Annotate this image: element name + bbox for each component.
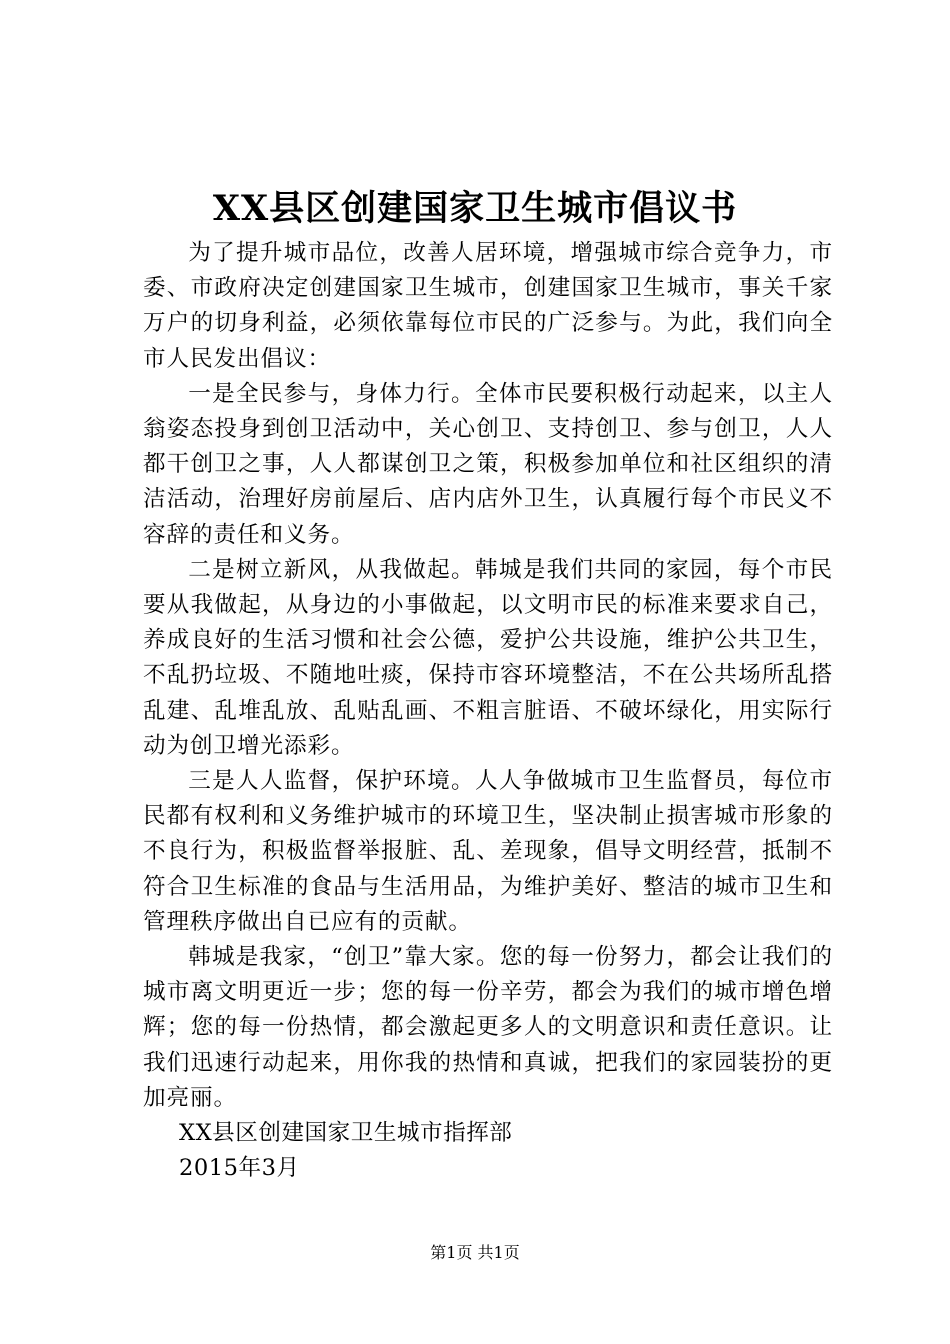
signature: XX县区创建国家卫生城市指挥部 [179, 1120, 513, 1147]
document-body [143, 236, 833, 1186]
intro-paragraph: 为了提升城市品位，改善人居环境，增强城市综合竞争力，市委、市政府决定创建国家卫生城市，创建国家卫生城市，事关千家万户的切身利益，必须依靠每位市民的广泛参与。为此，我们向全市人民发出倡议： [143, 240, 833, 372]
proposal-one-paragraph: 一是全民参与，身体力行。全体市民要积极行动起来，以主人翁姿态投身到创卫活动中，关心创卫、支持创卫、参与创卫，人人都干创卫之事，人人都谋创卫之策，积极参加单位和社区组织的清洁活动，治理好房前屋后、店内店外卫生，认真履行每个市民义不容辞的责任和义务。 [143, 380, 833, 548]
document-title: XX县区创建国家卫生城市倡议书 [212, 188, 738, 229]
document-date: 2015年3月 [179, 1155, 300, 1182]
page-footer: 第1页 共1页 [430, 1243, 520, 1262]
proposal-two-paragraph: 二是树立新风，从我做起。韩城是我们共同的家园，每个市民要从我做起，从身边的小事做起，以文明市民的标准来要求自己，养成良好的生活习惯和社会公德，爱护公共设施，维护公共卫生，不乱扔垃圾、不随地吐痰，保持市容环境整洁，不在公共场所乱搭乱建、乱堆乱放、乱贴乱画、不粗言脏语、不破坏绿化，用实际行动为创卫增光添彩。 [143, 556, 833, 759]
proposal-three-paragraph: 三是人人监督，保护环境。人人争做城市卫生监督员，每位市民都有权利和义务维护城市的环境卫生，坚决制止损害城市形象的不良行为，积极监督举报脏、乱、差现象，倡导文明经营，抵制不符合卫生标准的食品与生活用品，为维护美好、整洁的城市卫生和管理秩序做出自已应有的贡献。 [143, 768, 833, 935]
closing-paragraph: 韩城是我家，“创卫”靠大家。您的每一份努力，都会让我们的城市离文明更近一步；您的每一份辛劳，都会为我们的城市增色增辉；您的每一份热情，都会激起更多人的文明意识和责任意识。让我们迅速行动起来，用你我的热情和真诚，把我们的家园装扮的更加亮丽。 [143, 944, 833, 1111]
